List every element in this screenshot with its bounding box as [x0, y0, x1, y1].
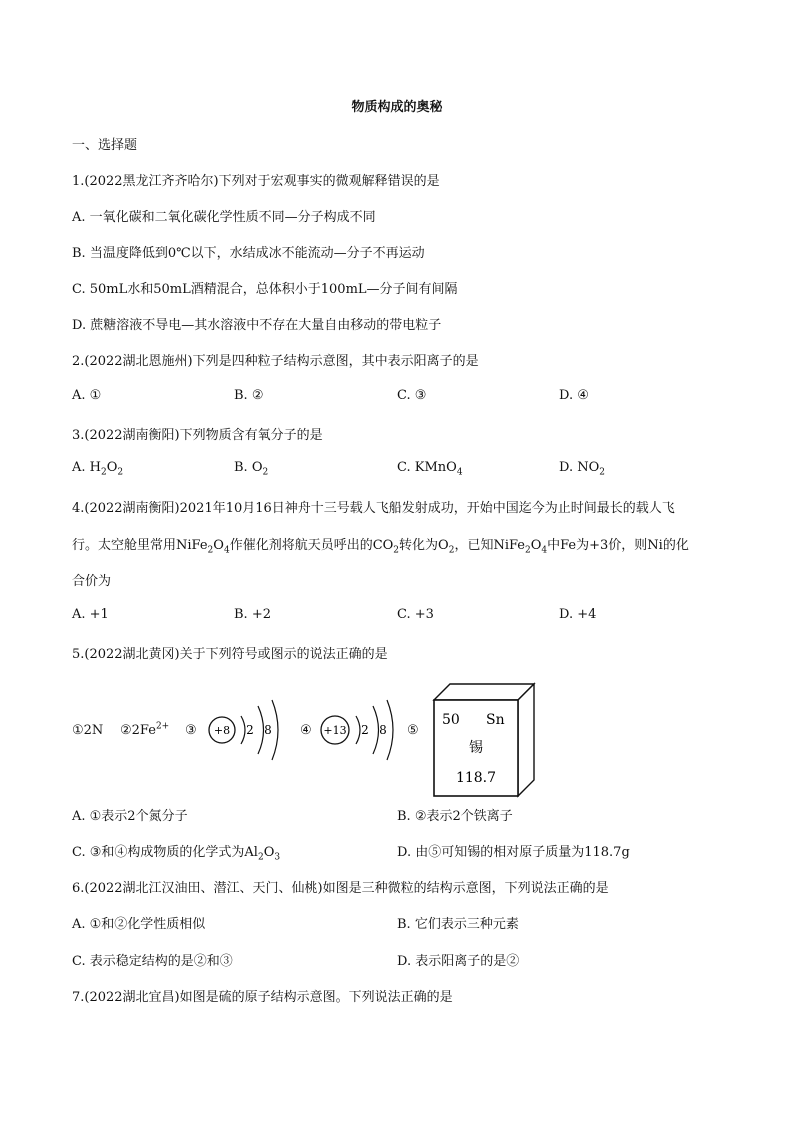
q4-l2-s3: 2: [393, 545, 400, 556]
shell-arc-2: [373, 706, 379, 754]
q5-c-mid: O: [263, 845, 275, 860]
shell-2-electrons: 8: [264, 723, 272, 737]
q5-option-b: B. ②表示2个铁离子: [397, 809, 513, 824]
q3-b-text: B. O: [234, 460, 263, 475]
q5-stem: 5.(2022湖北黄冈)关于下列符号或图示的说法正确的是: [72, 647, 388, 662]
q5-c-text: C. ③和④构成物质的化学式为Al: [72, 845, 258, 860]
q5-figure-row: [72, 680, 692, 800]
q4-l2-f: O: [530, 538, 542, 553]
q4-l2-s2: 4: [223, 545, 230, 556]
periodic-table-cell: [428, 680, 540, 798]
q5-c-sub1: 2: [257, 852, 264, 863]
q4-l2-c: 作催化剂将航天员呼出的CO: [229, 538, 394, 553]
shell-arc-3: [272, 700, 278, 760]
q5-option-a: A. ①表示2个氮分子: [72, 809, 188, 824]
shell-arc-2: [258, 706, 264, 754]
cube-top-face: [434, 684, 534, 700]
q5-option-c: [72, 841, 281, 863]
q3-stem: 3.(2022湖南衡阳)下列物质含有氧分子的是: [72, 428, 323, 443]
q2-option-d: D. ④: [559, 388, 589, 403]
shell-1-electrons: 2: [361, 723, 369, 737]
q3-a-sub2: 2: [117, 467, 124, 478]
q4-l2-s6: 4: [541, 545, 548, 556]
atomic-number: 50: [442, 712, 460, 728]
q3-a-mid: O: [106, 460, 118, 475]
q4-l2-d: 转化为O: [399, 538, 449, 553]
atomic-mass: 118.7: [455, 770, 497, 786]
q4-l2-e: ，已知NiFe: [454, 538, 525, 553]
q4-option-a: A. +1: [72, 607, 109, 622]
nucleus-charge: +13: [323, 724, 347, 737]
q3-option-a: [72, 460, 124, 478]
q5-symbol-1: ①2N: [72, 723, 104, 738]
shell-arc-3: [387, 700, 393, 760]
q1-option-b: B. 当温度降低到0℃以下，水结成冰不能流动—分子不再运动: [72, 246, 425, 261]
q1-option-c: C. 50mL水和50mL酒精混合，总体积小于100mL—分子间有间隔: [72, 282, 458, 297]
q5-symbol-3-label: ③: [185, 723, 197, 738]
q6-stem: 6.(2022湖北江汉油田、潜江、天门、仙桃)如图是三种微粒的结构示意图，下列说法正确的是: [72, 881, 609, 896]
q1-option-a: A. 一氧化碳和二氧化碳化学性质不同—分子构成不同: [72, 210, 376, 225]
q5-s2-text: ②2Fe: [120, 723, 156, 738]
q2-option-a: A. ①: [72, 388, 102, 403]
q3-c-sub: 4: [456, 467, 463, 478]
q3-d-text: D. NO: [559, 460, 600, 475]
q3-d-sub: 2: [599, 467, 605, 478]
q4-l2-s5: 2: [524, 545, 531, 556]
q4-line3: 合价为: [72, 574, 112, 589]
q3-a-text: A. H: [72, 460, 101, 475]
shell-arc-1: [356, 716, 360, 744]
q5-symbol-5-label: ⑤: [407, 723, 419, 738]
page-title: 物质构成的奥秘: [351, 100, 443, 115]
q2-option-b: B. ②: [234, 388, 264, 403]
q4-option-c: C. +3: [397, 607, 434, 622]
q3-a-sub1: 2: [101, 467, 107, 478]
section-heading: 一、选择题: [72, 138, 138, 153]
q5-symbol-2: [120, 723, 169, 738]
q4-option-d: D. +4: [559, 607, 597, 622]
q6-option-b: B. 它们表示三种元素: [397, 917, 519, 932]
nucleus-charge: +8: [213, 724, 231, 737]
shell-2-electrons: 8: [379, 723, 387, 737]
q6-option-c: C. 表示稳定结构的是②和③: [72, 954, 233, 969]
atom-diagram-4: [318, 688, 402, 774]
q4-l2-s4: 2: [448, 545, 455, 556]
q1-option-d: D. 蔗糖溶液不导电—其水溶液中不存在大量自由移动的带电粒子: [72, 318, 442, 333]
q5-c-sub2: 3: [274, 852, 281, 863]
q3-b-sub: 2: [262, 467, 269, 478]
cube-side-face: [518, 684, 534, 796]
q4-l2-b: O: [213, 538, 224, 553]
q5-symbol-4-label: ④: [300, 723, 312, 738]
atom-diagram-3: [206, 688, 286, 774]
q4-line1: 4.(2022湖南衡阳)2021年10月16日神舟十三号载人飞船发射成功，开始中国迄今为止时间最长的载人飞: [72, 501, 675, 516]
shell-1-electrons: 2: [246, 723, 254, 737]
q1-stem: 1.(2022黑龙江齐齐哈尔)下列对于宏观事实的微观解释错误的是: [72, 174, 440, 189]
element-symbol: Sn: [486, 712, 505, 728]
q4-l2-a: 行。太空舱里常用NiFe: [72, 538, 208, 553]
q5-s2-sup: 2+: [155, 721, 170, 732]
q2-option-c: C. ③: [397, 388, 427, 403]
q6-option-d: D. 表示阳离子的是②: [397, 954, 520, 969]
q6-option-a: A. ①和②化学性质相似: [72, 917, 206, 932]
shell-arc-1: [241, 716, 245, 744]
element-name: 锡: [469, 740, 483, 756]
q3-option-b: [234, 460, 269, 478]
q7-stem: 7.(2022湖北宜昌)如图是硫的原子结构示意图。下列说法正确的是: [72, 990, 453, 1005]
q3-option-c: [397, 460, 463, 478]
q3-option-d: [559, 460, 605, 478]
q3-c-text: C. KMnO: [397, 460, 457, 475]
q4-l2-s1: 2: [207, 545, 214, 556]
q5-option-d: D. 由⑤可知锡的相对原子质量为118.7g: [397, 845, 630, 860]
q4-line2: [72, 534, 732, 556]
q2-stem: 2.(2022湖北恩施州)下列是四种粒子结构示意图，其中表示阳离子的是: [72, 354, 479, 369]
q4-option-b: B. +2: [234, 607, 271, 622]
q4-l2-g: 中Fe为+3价，则Ni的化: [547, 538, 689, 553]
